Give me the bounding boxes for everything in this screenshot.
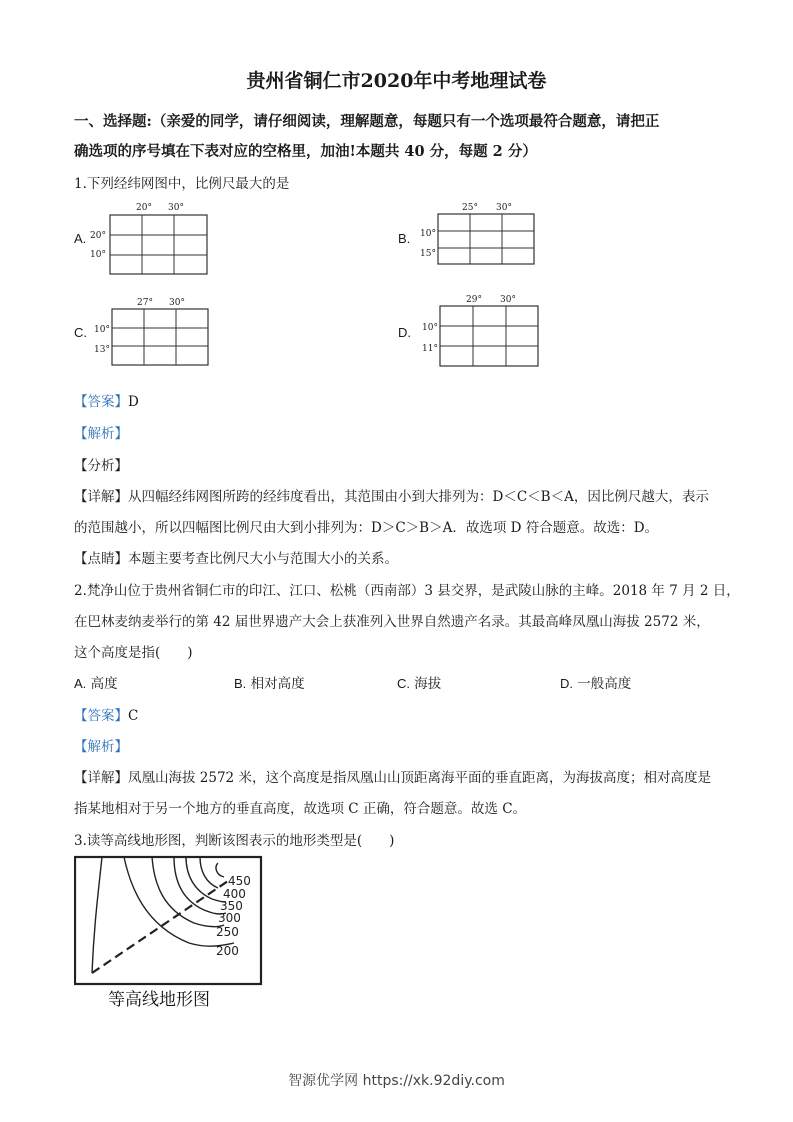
contour-label-250: 250 (216, 925, 239, 939)
q2-stem-line3: 这个高度是指( ) (74, 645, 193, 661)
point-text: 本题主要考查比例尺大小与范围大小的关系。 (128, 551, 398, 567)
q3-contour-map (74, 855, 264, 1015)
q1-option-c-letter: C. (74, 325, 87, 340)
detail-text: 从四幅经纬网图所跨的经纬度看出，其范围由小到大排列为：D＜C＜B＜A，因比例尺越大，表示 (128, 489, 709, 505)
q1-option-b-grid (418, 198, 548, 268)
detail-text: 凤凰山海拔 2572 米，这个高度是指凤凰山山顶距离海平面的垂直距离，为海拔高度；相对高度是 (128, 770, 711, 786)
q1-detail-line1 (74, 485, 709, 505)
q2-stem-line2: 在巴林麦纳麦举行的第 42 届世界遗产大会上获准列入世界自然遗产名录。其最高峰凤凰山海拔 2572 米， (74, 614, 710, 630)
answer-value: D (128, 394, 139, 410)
q1-answer (74, 390, 139, 410)
q1-d-lat-2: 11° (422, 344, 438, 354)
q3-stem: 3.读等高线地形图，判断该图表示的地形类型是( ) (74, 833, 395, 849)
q2-option-d: D. 一般高度 (560, 676, 632, 692)
q1-b-lat-1: 10° (420, 229, 436, 239)
q1-option-a-grid (88, 198, 218, 278)
q1-d-lat-1: 10° (422, 323, 438, 333)
section-heading-line2: 确选项的序号填在下表对应的空格里，加油!本题共 40 分，每题 2 分） (74, 143, 537, 160)
q2-answer (74, 704, 138, 724)
section-heading-line1: 一、选择题:（亲爱的同学，请仔细阅读，理解题意，每题只有一个选项最符合题意，请把正 (74, 113, 660, 130)
contour-label-450: 450 (228, 874, 251, 888)
q1-option-c-grid (92, 294, 217, 370)
detail-tag: 【详解】 (74, 489, 128, 505)
q2-option-b: B. 相对高度 (234, 676, 305, 692)
q1-stem: 1.下列经纬网图中，比例尺最大的是 (74, 176, 290, 192)
q1-b-lon-1: 25° (462, 203, 478, 213)
q1-b-lat-2: 15° (420, 249, 436, 259)
contour-label-200: 200 (216, 944, 239, 958)
q1-analysis-tag: 【解析】 (74, 426, 128, 442)
footer-watermark: 智源优学网 https://xk.92diy.com (288, 1073, 505, 1089)
q1-c-lat-1: 10° (94, 325, 110, 335)
q2-analysis-tag: 【解析】 (74, 739, 128, 755)
q1-option-d-letter: D. (398, 325, 411, 340)
q2-option-c: C. 海拔 (397, 676, 442, 692)
q2-stem-line1: 2.梵净山位于贵州省铜仁市的印江、江口、松桃（西南部）3 县交界，是武陵山脉的主峰。2018 年 7 月 2 日， (74, 583, 740, 599)
answer-tag: 【答案】 (74, 708, 128, 724)
contour-label-300: 300 (218, 911, 241, 925)
page-title: 贵州省铜仁市2020年中考地理试卷 (246, 70, 547, 92)
contour-label-350: 350 (220, 899, 243, 913)
point-tag: 【点睛】 (74, 551, 128, 567)
q1-option-b-letter: B. (398, 231, 411, 246)
contour-map-caption: 等高线地形图 (108, 990, 210, 1010)
q1-d-lon-2: 30° (500, 295, 516, 305)
q1-c-lat-2: 13° (94, 345, 110, 355)
q1-point (74, 547, 398, 567)
q1-option-a-letter: A. (74, 231, 87, 246)
contour-label-400: 400 (223, 887, 246, 901)
q1-b-lon-2: 30° (496, 203, 512, 213)
detail-tag: 【详解】 (74, 770, 128, 786)
q1-a-lon-1: 20° (136, 203, 152, 213)
q2-detail-line2: 指某地相对于另一个地方的垂直高度，故选项 C 正确，符合题意。故选 C。 (74, 801, 527, 817)
q1-c-lon-2: 30° (169, 298, 185, 308)
q1-a-lat-2: 10° (90, 250, 106, 260)
q1-c-lon-1: 27° (137, 298, 153, 308)
q2-detail-line1 (74, 766, 711, 786)
q2-option-a: A. 高度 (74, 676, 118, 692)
q1-a-lon-2: 30° (168, 203, 184, 213)
answer-tag: 【答案】 (74, 394, 128, 410)
q1-option-d-grid (420, 290, 550, 370)
q1-fenxi: 【分析】 (74, 458, 128, 474)
q1-detail-line2: 的范围越小，所以四幅图比例尺由大到小排列为：D＞C＞B＞A．故选项 D 符合题意。故选：D。 (74, 520, 659, 536)
q1-a-lat-1: 20° (90, 231, 106, 241)
answer-value: C (128, 708, 139, 724)
q1-d-lon-1: 29° (466, 295, 482, 305)
